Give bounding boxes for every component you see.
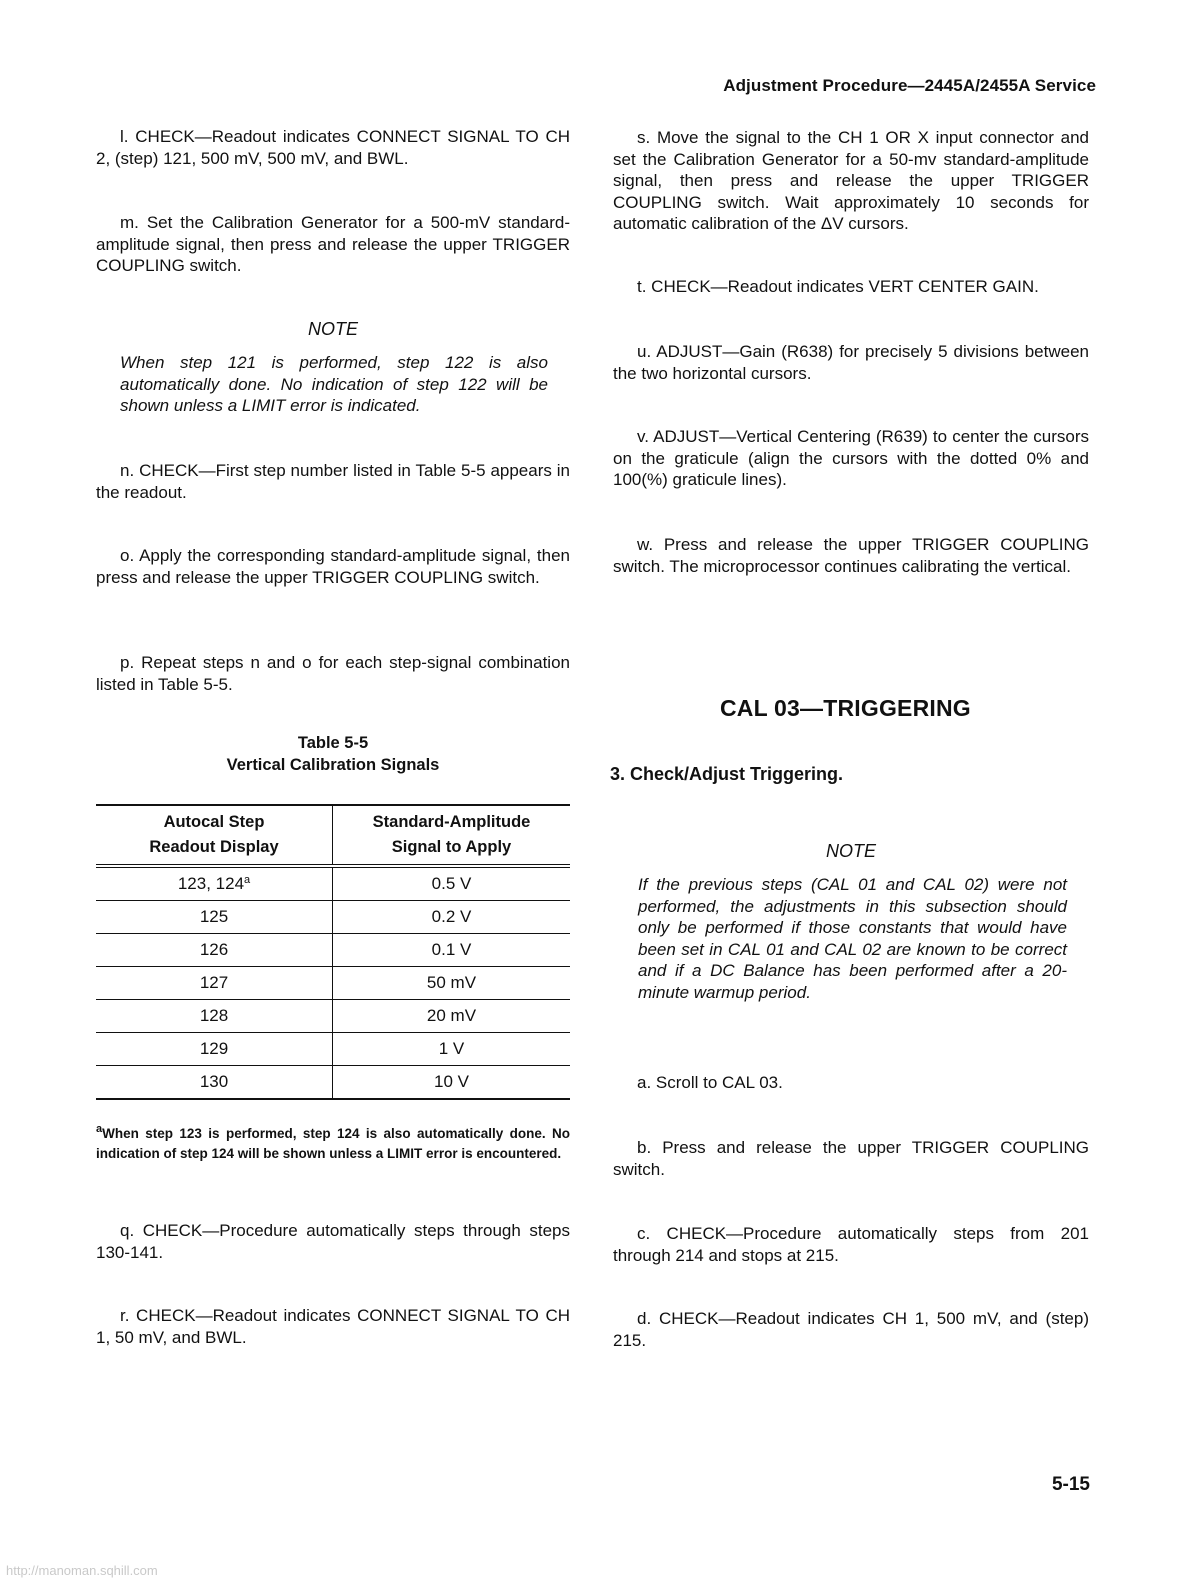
step-cell: 126 bbox=[96, 934, 333, 967]
step-c: c. CHECK—Procedure automatically steps from 201 through 214 and stops at 215. bbox=[613, 1224, 1089, 1265]
footnote-mark: a bbox=[244, 874, 251, 886]
step-r: r. CHECK—Readout indicates CONNECT SIGNAL TO CH 1, 50 mV, and BWL. bbox=[96, 1306, 570, 1347]
section-heading: CAL 03—TRIGGERING bbox=[720, 695, 971, 721]
table-row bbox=[96, 1066, 570, 1100]
signal-cell: 0.1 V bbox=[333, 934, 571, 967]
step-b: b. Press and release the upper TRIGGER COUPLING switch. bbox=[613, 1138, 1089, 1179]
table-row bbox=[96, 967, 570, 1000]
step-cell: 123, 124$^a$ bbox=[96, 866, 333, 901]
step-u: u. ADJUST—Gain (R638) for precisely 5 divisions between the two horizontal cursors. bbox=[613, 342, 1089, 383]
table-footnote: $^a$When step 123 is performed, step 124 is also automatically done. No indication of step 124 will be shown unless a LIMIT error is encountered. bbox=[96, 1123, 570, 1161]
table-row bbox=[96, 934, 570, 967]
table-row bbox=[96, 1033, 570, 1066]
watermark: http://manoman.sqhill.com bbox=[6, 1563, 158, 1578]
table-row bbox=[96, 1000, 570, 1033]
signal-cell: 10 V bbox=[333, 1066, 571, 1100]
note-title-left: NOTE bbox=[307, 319, 358, 339]
left-column bbox=[96, 0, 570, 1584]
note-text-right: If the previous steps (CAL 01 and CAL 02) were not performed, the adjustments in this subsection should only be performed if those constants that would have been set in CAL 01 and CAL 02 are known to be correct and if a DC Balance has been performed after a 20-minute warmup period. bbox=[638, 875, 1067, 1002]
signal-cell: 20 mV bbox=[333, 1000, 571, 1033]
footnote-mark: a bbox=[96, 1123, 103, 1135]
column-header-signal: Standard-Amplitude Signal to Apply bbox=[333, 805, 571, 866]
table-row bbox=[96, 901, 570, 934]
step-w: w. Press and release the upper TRIGGER COUPLING switch. The microprocessor continues calibrating the vertical. bbox=[613, 535, 1089, 576]
sub-heading: 3. Check/Adjust Triggering. bbox=[610, 764, 844, 784]
step-m: m. Set the Calibration Generator for a 500-mV standard-amplitude signal, then press and release the upper TRIGGER COUPLING switch. bbox=[96, 213, 570, 275]
vertical-calibration-table bbox=[96, 804, 570, 1100]
signal-cell: 0.5 V bbox=[333, 866, 571, 901]
table-row bbox=[96, 866, 570, 901]
step-l: l. CHECK—Readout indicates CONNECT SIGNAL TO CH 2, (step) 121, 500 mV, 500 mV, and BWL. bbox=[96, 127, 570, 168]
note-text-left: When step 121 is performed, step 122 is also automatically done. No indication of step 122 will be shown unless a LIMIT error is indicated. bbox=[120, 353, 548, 415]
step-t: t. CHECK—Readout indicates VERT CENTER GAIN. bbox=[637, 277, 1039, 296]
table-title: Vertical Calibration Signals bbox=[226, 756, 440, 774]
table-header-row bbox=[96, 805, 570, 866]
step-cell: 130 bbox=[96, 1066, 333, 1100]
step-q: q. CHECK—Procedure automatically steps through steps 130-141. bbox=[96, 1221, 570, 1262]
step-o: o. Apply the corresponding standard-amplitude signal, then press and release the upper TRIGGER COUPLING switch. bbox=[96, 546, 570, 587]
page-number: 5-15 bbox=[1051, 1474, 1090, 1495]
step-n: n. CHECK—First step number listed in Table 5-5 appears in the readout. bbox=[96, 461, 570, 502]
step-d: d. CHECK—Readout indicates CH 1, 500 mV, and (step) 215. bbox=[613, 1309, 1089, 1350]
step-p: p. Repeat steps n and o for each step-signal combination listed in Table 5-5. bbox=[96, 653, 570, 694]
step-v: v. ADJUST—Vertical Centering (R639) to center the cursors on the graticule (align the cursors with the dotted 0% and 100(%) graticule lines). bbox=[613, 427, 1089, 489]
signal-cell: 50 mV bbox=[333, 967, 571, 1000]
step-cell: 125 bbox=[96, 901, 333, 934]
column-header-autocal-step: Autocal Step Readout Display bbox=[96, 805, 333, 866]
note-title-right: NOTE bbox=[825, 841, 876, 861]
right-column bbox=[610, 0, 1089, 1584]
signal-cell: 0.2 V bbox=[333, 901, 571, 934]
table-number: Table 5-5 bbox=[297, 734, 369, 752]
step-cell: 127 bbox=[96, 967, 333, 1000]
step-s: s. Move the signal to the CH 1 OR X input connector and set the Calibration Generator for a 50-mv standard-amplitude signal, then press and release the upper TRIGGER COUPLING switch. Wait approximately 10 seconds for automatic calibration of the ΔV cursors. bbox=[613, 128, 1089, 233]
step-cell: 128 bbox=[96, 1000, 333, 1033]
running-header: Adjustment Procedure—2445A/2455A Service bbox=[723, 76, 1096, 95]
table-caption bbox=[96, 732, 570, 776]
step-cell: 129 bbox=[96, 1033, 333, 1066]
step-a: a. Scroll to CAL 03. bbox=[637, 1073, 783, 1092]
signal-cell: 1 V bbox=[333, 1033, 571, 1066]
